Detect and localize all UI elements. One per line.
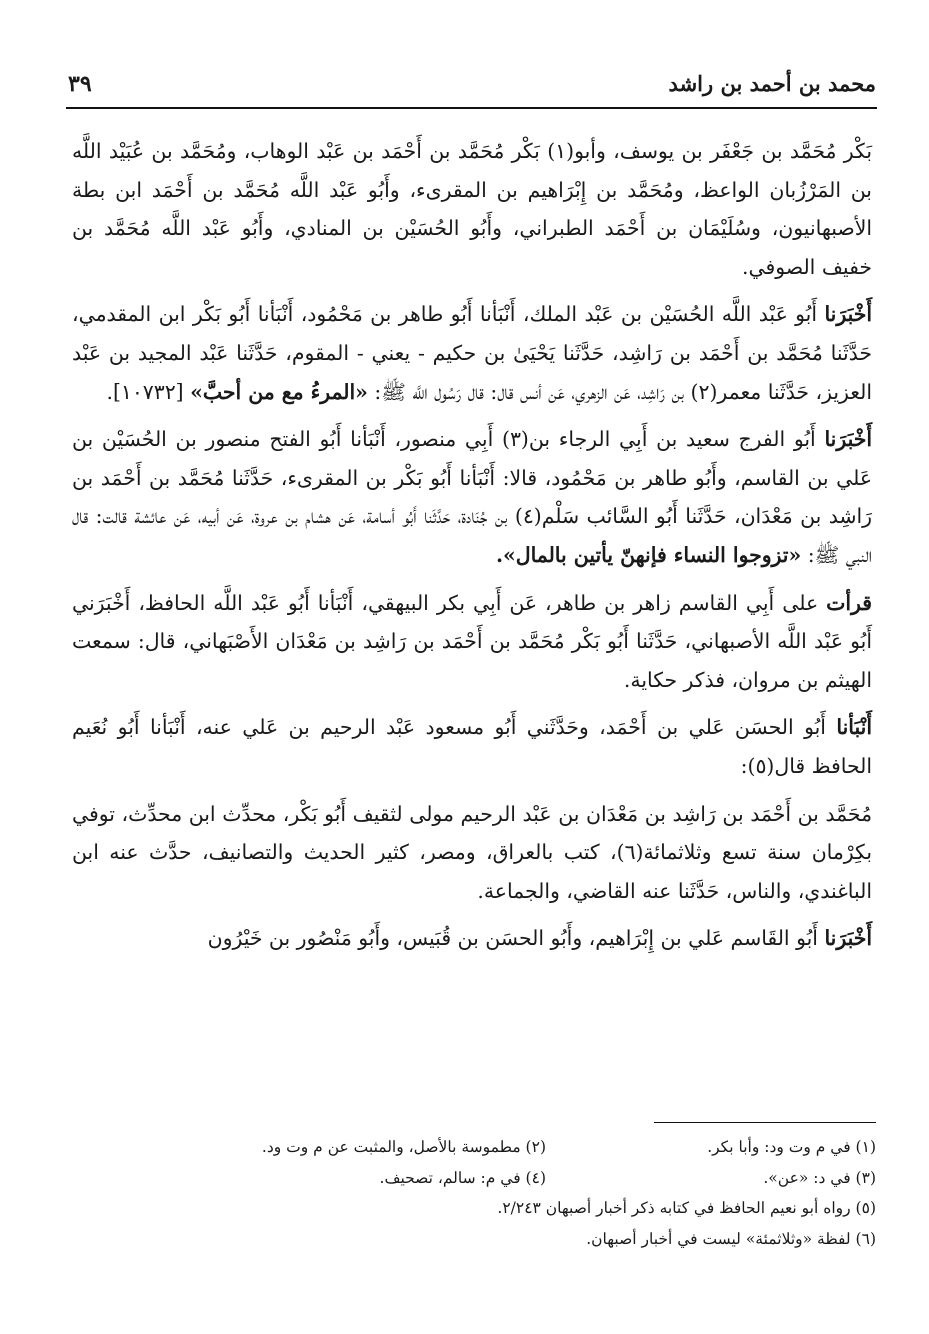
footnote-divider	[654, 1122, 876, 1123]
paragraph-text: أَبُو الحسَن عَلي بن أَحْمَد، وحَدَّثَني أَبُو مسعود عَبْد الرحيم بن عَلي عنه، أَنْبَأنا أَبُو نُعَيم الحافظ قال(٥):	[72, 715, 872, 778]
footnote-6: (٦) لفظة «وثلاثمئة» ليست في أخبار أصبهان.	[586, 1229, 876, 1248]
footnotes	[72, 1132, 876, 1254]
paragraph-5	[72, 708, 872, 785]
paragraph-text: أَبُو عَبْد اللَّه الحُسَيْن بن عَبْد الملك، أَنْبَأنا أَبُو طاهر بن مَحْمُود، أَنْبَأنا أَبُو بَكْر ابن المقدمي، حَدَّثَنا مُحَمَّد بن أَحْمَد بن رَاشِد، حَدَّثَنا يَحْيَىٰ بن حكيم - يعني - المقوم، حَدَّثَنا عَبْد المجيد بن عَبْد العزيز، حَدَّثَنا معمر(٢) بن رَاشِد، عَن الزهري، عَن أنس قال: قال رَسُول اللَّه ﷺ:	[72, 302, 872, 404]
page-number: ٣٩	[68, 71, 92, 97]
paragraph-4	[72, 584, 872, 700]
hadith-reference: [١٠٧٣٢].	[106, 379, 184, 404]
header-divider	[66, 107, 877, 109]
paragraph-3	[72, 420, 872, 574]
paragraph-text: مُحَمَّد بن أَحْمَد بن رَاشِد بن مَعْدَان بن عَبْد الرحيم مولى لثقيف أَبُو بَكْر، محدِّث ابن محدِّث، توفي بكِرْمان سنة تسع وثلاثمائة(٦)، كتب بالعراق، ومصر، كثير الحديث والتصانيف، حدَّث عنه ابن الباغندي، والناس، حَدَّثَنا عنه القاضي، والجماعة.	[72, 801, 872, 903]
footnote-5: (٥) رواه أبو نعيم الحافظ في كتابه ذكر أخبار أصبهان ٢/٢٤٣.	[497, 1199, 876, 1217]
paragraph-6	[72, 795, 872, 911]
paragraph-lead: أَخْبَرَنا	[824, 427, 873, 452]
footnote-1: (١) في م وت ود: وأبا بكر.	[707, 1138, 876, 1156]
paragraph-text: أَبُو القَاسم عَلي بن إِبْرَاهيم، وأَبُو الحسَن بن قُبَيس، وأَبُو مَنْصُور بن خَيْرُون	[207, 926, 818, 951]
main-text	[72, 132, 872, 967]
paragraph-lead: أَخْبَرَنا	[824, 302, 872, 327]
footnote-row	[72, 1163, 876, 1194]
paragraph-7	[72, 919, 872, 958]
hadith-quote: «تزوجوا النساء فإنهنّ يأتين بالمال».	[495, 542, 802, 567]
footnote-3: (٣) في د: «عن».	[763, 1168, 876, 1187]
page-header	[68, 64, 876, 106]
footnote-4: (٤) في م: سالم، تصحيف.	[379, 1168, 546, 1187]
paragraph-lead: أَخْبَرَنا	[824, 926, 872, 951]
paragraph-text: بَكْر مُحَمَّد بن جَعْفَر بن يوسف، وأبو(١) بَكْر مُحَمَّد بن أَحْمَد بن عَبْد الوهاب، ومُحَمَّد بن عُبَيْد اللَّه بن المَرْزُبان الواعظ، ومُحَمَّد بن إِبْرَاهيم بن المقرىء، وأَبُو عَبْد اللَّه مُحَمَّد بن أَحْمَد ابن بطة الأصبهانيون، وسُلَيْمَان بن أَحْمَد الطبراني، وأَبُو الحُسَيْن بن المنادي، وأَبُو عَبْد اللَّه مُحَمَّد بن خفيف الصوفي.	[72, 139, 872, 279]
paragraph-lead: قرأت	[826, 590, 873, 615]
running-title: محمد بن أحمد بن راشد	[668, 71, 876, 96]
paragraph-text: على أَبِي القاسم زاهر بن طاهر، عَن أَبِي بكر البيهقي، أَنْبَأنا أَبُو عَبْد اللَّه الحافظ، أَخْبَرَني أَبُو عَبْد اللَّه الأصبهاني، حَدَّثَنا أَبُو بَكْر مُحَمَّد بن أَحْمَد بن رَاشِد بن مَعْدَان الأَصْبَهاني، قال: سمعت الهيثم بن مروان، فذكر حكاية.	[72, 590, 872, 692]
paragraph-2	[72, 295, 872, 411]
paragraph-1	[72, 132, 872, 286]
paragraph-text: أَبُو الفرج سعيد بن أَبِي الرجاء بن(٣) أَبِي منصور، أَنْبَأنا أَبُو الفتح منصور بن الحُسَيْن بن عَلي بن القاسم، وأَبُو طاهر بن مَحْمُود، قالا: أَنْبَأنا أَبُو بَكْر بن المقرىء، حَدَّثَنا مُحَمَّد بن أَحْمَد بن رَاشِد بن مَعْدَان، حَدَّثَنا أَبُو السَّائب سَلْم(٤) بن جُنَادة، حَدَّثَنا أَبُو أسامة، عَن هشام بن عروة، عَن أبيه، عَن عائشة قالت: قال النبي ﷺ:	[72, 427, 873, 567]
paragraph-lead: أَنْبَأنا	[836, 715, 872, 740]
footnote-2: (٢) مطموسة بالأصل، والمثبت عن م وت ود.	[261, 1138, 546, 1156]
hadith-quote: «المرءُ مع من أحبَّ»	[190, 379, 368, 404]
footnote-row	[72, 1132, 876, 1163]
